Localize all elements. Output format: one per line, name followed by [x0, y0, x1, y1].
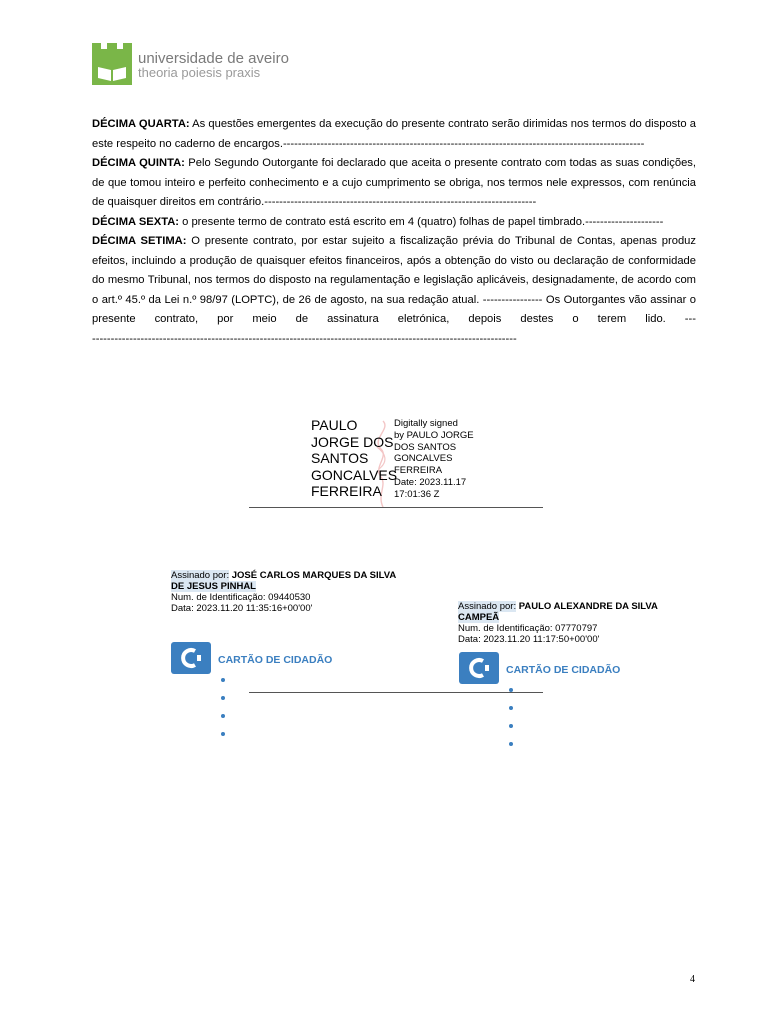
- signature-detail-line: FERREIRA: [394, 465, 443, 477]
- clause-text: Pelo Segundo Outorgante foi declarado que aceita o presente contrato com todas as suas condições, de que tomou inteiro e perfeito conhecimento e a cujo cumprimento se obriga, nos termos nele expressos, com renúncia de quaisquer direitos em contrário.: [92, 157, 696, 208]
- clause-text: As questões emergentes da execução do presente contrato serão dirimidas nos termos do disposto a este respeito no caderno de encargos.: [92, 118, 696, 150]
- clause-heading: DÉCIMA QUARTA:: [92, 118, 190, 130]
- signature-detail-line: by PAULO JORGE: [394, 429, 474, 441]
- identification-number: Num. de Identificação: 09440530: [171, 592, 311, 603]
- signature-detail-line: 17:01:36 Z: [394, 488, 440, 500]
- university-motto: theoria poiesis praxis: [138, 65, 261, 80]
- clause-decima-setima: [92, 232, 696, 349]
- signer-name-line: GONCALVES: [311, 466, 398, 483]
- clause-heading: DÉCIMA QUINTA:: [92, 157, 185, 169]
- cc-signature-1: [171, 570, 431, 614]
- signed-by-label: Assinado por:: [458, 601, 517, 612]
- university-logo-text: [138, 51, 289, 80]
- clause-dashes: ------------------------------------------------------------------------------------------------------------------: [92, 332, 517, 345]
- signature-date: Data: 2023.11.20 11:35:16+00'00': [171, 603, 313, 614]
- signer-name-line: FERREIRA: [311, 483, 382, 499]
- signer-name: PAULO ALEXANDRE DA SILVA: [518, 601, 658, 612]
- digital-signature: [311, 415, 551, 505]
- clause-decima-quarta: [92, 115, 696, 154]
- clause-heading: DÉCIMA SEXTA:: [92, 215, 180, 228]
- cartao-cidadao-label: CARTÃO DE CIDADÃO: [506, 664, 621, 676]
- signature-line: [249, 692, 543, 693]
- clause-decima-sexta: [92, 213, 696, 233]
- clause-dashes: -------------------------------------------------------------------------------------------------: [282, 137, 645, 150]
- signature-line: [249, 507, 543, 508]
- signer-name-line: JORGE DOS: [311, 433, 394, 450]
- signature-date: Data: 2023.11.20 11:17:50+00'00': [458, 634, 600, 645]
- clause-text: O presente contrato, por estar sujeito a fiscalização prévia do Tribunal de Contas, apenas produz efeitos, incluindo a produção de quaisquer efeitos financeiros, após a obtenção do visto ou declaração de conformidade do mesmo Tribunal, nos termos do disposto na regulamentação e legislação aplicáveis, designadamente, de acordo com o art.º 45.º da Lei n.º 98/97 (LOPTC), de 26 de agosto, na sua redação atual. ---------------- Os Outorgantes vão assinar o presente contrato, por meio de assinatura eletrónica, depois destes o terem lido. ---: [92, 235, 696, 325]
- clause-decima-quinta: [92, 154, 696, 213]
- university-crest-icon: [92, 43, 132, 85]
- cc-signature-2: [458, 601, 688, 645]
- cartao-cidadao-dots: [221, 669, 231, 741]
- signed-by-label: Assinado por:: [171, 570, 230, 581]
- contract-clauses: [92, 115, 696, 349]
- signer-name: JOSÉ CARLOS MARQUES DA SILVA: [231, 570, 397, 581]
- signature-detail-line: GONCALVES: [394, 453, 453, 465]
- clause-heading: DÉCIMA SETIMA:: [92, 235, 187, 247]
- signer-name-cont: CAMPEÃ: [458, 612, 500, 623]
- identification-number: Num. de Identificação: 07770797: [458, 623, 598, 634]
- signature-detail-line: Digitally signed: [394, 418, 458, 429]
- cartao-cidadao-label: CARTÃO DE CIDADÃO: [218, 654, 333, 666]
- page-number: 4: [690, 974, 695, 985]
- signature-detail-line: DOS SANTOS: [394, 441, 457, 453]
- signature-detail-line: Date: 2023.11.17: [394, 476, 467, 488]
- signer-name-line: SANTOS: [311, 450, 369, 466]
- clause-dashes: ---------------------: [585, 215, 664, 228]
- clause-dashes: -------------------------------------------------------------------------: [264, 196, 537, 208]
- cartao-cidadao-dots: [509, 679, 519, 751]
- signer-name-cont: DE JESUS PINHAL: [171, 581, 256, 592]
- signer-name-line: PAULO: [311, 417, 358, 433]
- cartao-cidadao-icon: [459, 652, 499, 684]
- clause-text: o presente termo de contrato está escrito em 4 (quatro) folhas de papel timbrado.: [179, 215, 586, 228]
- signature-details: [394, 418, 474, 501]
- university-name: universidade de aveiro: [138, 50, 289, 67]
- cartao-cidadao-icon: [171, 642, 211, 674]
- signer-name: [311, 417, 397, 500]
